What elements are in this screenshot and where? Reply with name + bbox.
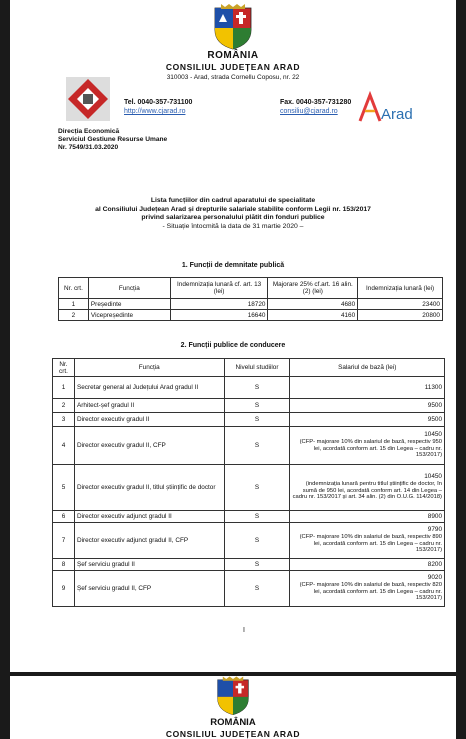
table-header-row xyxy=(59,278,443,299)
salary-note: (indemnizația lunară pentru titlul științific de doctor, în sumă de 950 lei, acordată conform art. 14 din Legea – cadru nr. 153/2017 și art. 34 alin. (2) din O.U.G. 114/2018) xyxy=(292,480,442,501)
base-salary: 9020 xyxy=(427,574,442,582)
base-salary: 10450 xyxy=(424,431,442,439)
next-page xyxy=(10,676,456,739)
base-salary: 11300 xyxy=(290,377,445,399)
country-heading: ROMÂNIA xyxy=(207,50,259,61)
dignitary-table xyxy=(58,277,443,321)
base-salary: 10450 xyxy=(424,473,442,481)
salary-cell xyxy=(290,465,445,511)
column-header: Nr. crt. xyxy=(53,359,75,377)
table-row xyxy=(59,299,443,310)
service-name: Serviciul Gestiune Resurse Umane xyxy=(58,136,168,143)
salary-cell xyxy=(290,523,445,559)
arad-brand-logo xyxy=(356,91,420,125)
document-page xyxy=(10,0,456,672)
table-row xyxy=(53,571,445,607)
education-level: S xyxy=(224,413,290,427)
salary-cell xyxy=(290,571,445,607)
department-name: Direcția Economică xyxy=(58,128,120,135)
table-row xyxy=(53,399,445,413)
function-name: Președinte xyxy=(88,299,170,310)
table-row xyxy=(53,377,445,399)
function-name: Director executiv gradul II, CFP xyxy=(74,427,224,465)
row-number: 8 xyxy=(53,559,75,571)
contact-right xyxy=(280,98,351,116)
education-level: S xyxy=(224,511,290,523)
row-number: 9 xyxy=(53,571,75,607)
base-salary: 8900 xyxy=(290,511,445,523)
row-number: 6 xyxy=(53,511,75,523)
table-row xyxy=(59,310,443,321)
column-header: Indemnizația lunară (lei) xyxy=(358,278,443,299)
management-table xyxy=(52,358,445,607)
country-heading: ROMÂNIA xyxy=(210,717,256,728)
base-salary: 9500 xyxy=(290,413,445,427)
row-number: 7 xyxy=(53,523,75,559)
column-header: Nivelul studiilor xyxy=(224,359,290,377)
base-salary: 9790 xyxy=(427,526,442,534)
total-allowance: 20800 xyxy=(358,310,443,321)
council-logo-icon xyxy=(65,76,111,122)
county-crest-icon xyxy=(216,676,250,716)
salary-cell xyxy=(290,427,445,465)
salary-note: (CFP- majorare 10% din salariul de bază, respectiv 820 lei, acordată conform art. 15 din Legea – cadru nr. 153/2017) xyxy=(299,581,442,602)
row-number: 2 xyxy=(53,399,75,413)
council-heading: CONSILIUL JUDEȚEAN ARAD xyxy=(165,729,301,739)
document-number: Nr. 7549/31.03.2020 xyxy=(58,144,119,151)
document-title xyxy=(10,197,456,231)
monthly-allowance: 16640 xyxy=(170,310,268,321)
increase-value: 4680 xyxy=(268,299,358,310)
education-level: S xyxy=(224,399,290,413)
function-name: Șef serviciu gradul II, CFP xyxy=(74,571,224,607)
increase-value: 4160 xyxy=(268,310,358,321)
address-line: 310003 - Arad, strada Cornellu Coposu, nr. 22 xyxy=(166,74,300,81)
table-row xyxy=(53,511,445,523)
function-name: Director executiv adjunct gradul II xyxy=(74,511,224,523)
section-2-heading: 2. Funcții publice de conducere xyxy=(180,342,286,349)
total-allowance: 23400 xyxy=(358,299,443,310)
function-name: Șef serviciu gradul II xyxy=(74,559,224,571)
department-block xyxy=(58,128,167,152)
brand-text: Arad xyxy=(381,106,413,123)
website-link[interactable]: http://www.cjarad.ro xyxy=(124,108,186,115)
section-1-heading: 1. Funcții de demnitate publică xyxy=(181,262,285,269)
function-name: Director executiv gradul II xyxy=(74,413,224,427)
table-row xyxy=(53,523,445,559)
table-header-row xyxy=(53,359,445,377)
column-header: Nr. crt. xyxy=(59,278,89,299)
education-level: S xyxy=(224,523,290,559)
title-line-3: privind salarizarea personalului plătit din fonduri publice xyxy=(141,214,325,222)
phone-number: Tel. 0040-357-731100 xyxy=(124,99,193,106)
row-number: 1 xyxy=(59,299,89,310)
education-level: S xyxy=(224,427,290,465)
column-header: Indemnizația lunară cf. art. 13 (lei) xyxy=(170,278,268,299)
education-level: S xyxy=(224,465,290,511)
email-link[interactable]: consiliu@cjarad.ro xyxy=(280,108,338,115)
salary-note: (CFP- majorare 10% din salariul de bază, respectiv 950 lei, acordată conform art. 15 din Legea – cadru nr. 153/2017) xyxy=(299,438,442,459)
row-number: 5 xyxy=(53,465,75,511)
column-header: Funcția xyxy=(88,278,170,299)
column-header: Funcția xyxy=(74,359,224,377)
column-header: Majorare 25% cf.art. 16 alin. (2) (lei) xyxy=(268,278,358,299)
contact-left xyxy=(124,98,192,116)
column-header: Salariul de bază (lei) xyxy=(290,359,445,377)
base-salary: 8200 xyxy=(290,559,445,571)
title-line-4: - Situație întocmită la data de 31 martie 2020 – xyxy=(162,222,304,230)
row-number: 2 xyxy=(59,310,89,321)
function-name: Director executiv adjunct gradul II, CFP xyxy=(74,523,224,559)
table-row xyxy=(53,413,445,427)
row-number: 1 xyxy=(53,377,75,399)
education-level: S xyxy=(224,571,290,607)
fax-number: Fax. 0040-357-731280 xyxy=(280,99,352,106)
education-level: S xyxy=(224,377,290,399)
row-number: 3 xyxy=(53,413,75,427)
page-mark: I xyxy=(243,627,245,634)
table-row xyxy=(53,427,445,465)
function-name: Director executiv gradul II, titlul științific de doctor xyxy=(74,465,224,511)
title-line-2: al Consiliului Județean Arad și drepturile salariale stabilite conform Legii nr. 153/2017 xyxy=(95,205,371,213)
title-line-1: Lista funcțiilor din cadrul aparatului de specialitate xyxy=(150,197,316,204)
table-row xyxy=(53,559,445,571)
salary-note: (CFP- majorare 10% din salariul de bază, respectiv 890 lei, acordată conform art. 15 din Legea – cadru nr. 153/2017) xyxy=(299,533,442,554)
council-heading: CONSILIUL JUDEȚEAN ARAD xyxy=(165,62,301,72)
monthly-allowance: 18720 xyxy=(170,299,268,310)
table-row xyxy=(53,465,445,511)
row-number: 4 xyxy=(53,427,75,465)
function-name: Arhitect-șef gradul II xyxy=(74,399,224,413)
education-level: S xyxy=(224,559,290,571)
county-crest-icon xyxy=(213,4,253,50)
function-name: Secretar general al Județului Arad gradul II xyxy=(74,377,224,399)
base-salary: 9500 xyxy=(290,399,445,413)
function-name: Vicepreședinte xyxy=(88,310,170,321)
